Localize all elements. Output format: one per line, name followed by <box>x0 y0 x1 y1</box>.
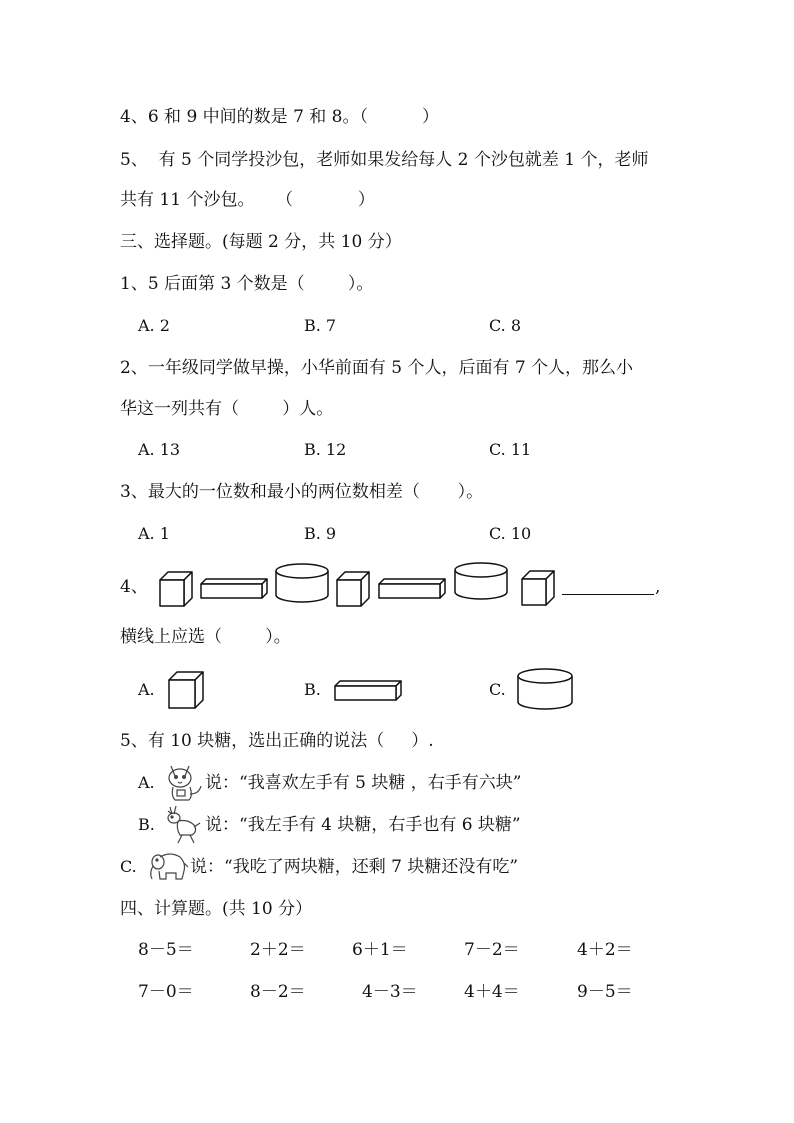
answer-blank-line <box>562 594 654 595</box>
choice-q4-number: 4、 <box>120 577 148 597</box>
elephant-icon <box>146 849 190 883</box>
deer-icon <box>160 805 204 845</box>
calc-row2-item: 7－0＝ <box>138 982 194 1002</box>
cube-shape <box>158 570 194 608</box>
choice-q5-option-c-letter: C. <box>120 857 137 876</box>
cylinder-shape <box>453 561 509 603</box>
cylinder-shape <box>274 562 330 604</box>
choice-q4-option-a: A. <box>138 680 155 699</box>
section-calc-heading: 四、计算题。(共 10 分） <box>120 899 313 919</box>
calc-row2-item: 4－3＝ <box>362 982 418 1002</box>
choice-q4-stem: 横线上应选（ ）。 <box>120 627 291 647</box>
judge-question-5-line1: 5、 有 5 个同学投沙包，老师如果发给每人 2 个沙包就差 1 个，老师 <box>120 150 649 170</box>
cuboid-shape <box>377 578 447 600</box>
calc-row2-item: 9－5＝ <box>577 982 633 1002</box>
choice-q5-option-a-text: 说：“我喜欢左手有 5 块糖 ，右手有六块” <box>205 773 522 793</box>
choice-q2-option-c: C. 11 <box>489 440 532 459</box>
cube-shape <box>335 570 371 608</box>
choice-q5-stem: 5、有 10 块糖，选出正确的说法（ ）. <box>120 731 434 751</box>
cube-shape <box>520 569 556 607</box>
choice-q5-option-b-letter: B. <box>138 815 155 834</box>
choice-q2-stem-line2: 华这一列共有（ ）人。 <box>120 399 334 419</box>
choice-q4-option-b: B. <box>304 680 321 699</box>
choice-q1-option-a: A. 2 <box>138 316 170 335</box>
calc-row2-item: 8－2＝ <box>250 982 306 1002</box>
calc-row1-item: 7－2＝ <box>464 940 520 960</box>
judge-question-5-line2: 共有 11 个沙包。 （ ） <box>120 190 375 210</box>
blank-comma: , <box>655 577 661 597</box>
choice-q1-stem: 1、5 后面第 3 个数是（ ）。 <box>120 274 374 294</box>
cube-shape <box>167 670 205 710</box>
judge-question-4: 4、6 和 9 中间的数是 7 和 8。（ ） <box>120 107 440 127</box>
choice-q3-option-a: A. 1 <box>138 524 170 543</box>
choice-q3-option-c: C. 10 <box>489 524 532 543</box>
cat-icon <box>163 760 205 802</box>
choice-q4-option-c: C. <box>489 680 506 699</box>
calc-row2-item: 4＋4＝ <box>464 982 520 1002</box>
choice-q2-option-a: A. 13 <box>138 440 181 459</box>
cylinder-shape <box>516 667 574 711</box>
choice-q1-option-b: B. 7 <box>304 316 337 335</box>
calc-row1-item: 2＋2＝ <box>250 940 306 960</box>
calc-row1-item: 8－5＝ <box>138 940 194 960</box>
choice-q5-option-a-letter: A. <box>138 773 155 792</box>
choice-q2-option-b: B. 12 <box>304 440 347 459</box>
choice-q5-option-b-text: 说：“我左手有 4 块糖，右手也有 6 块糖” <box>205 815 521 835</box>
choice-q3-stem: 3、最大的一位数和最小的两位数相差（ ）。 <box>120 482 484 502</box>
choice-q2-stem-line1: 2、一年级同学做早操，小华前面有 5 个人，后面有 7 个人，那么小 <box>120 358 634 378</box>
choice-q3-option-b: B. 9 <box>304 524 337 543</box>
calc-row1-item: 6＋1＝ <box>352 940 408 960</box>
calc-row1-item: 4＋2＝ <box>577 940 633 960</box>
cuboid-shape <box>199 578 269 600</box>
choice-q5-option-c-text: 说：“我吃了两块糖，还剩 7 块糖还没有吃” <box>190 857 519 877</box>
section-choice-heading: 三、选择题。(每题 2 分，共 10 分） <box>120 232 402 252</box>
choice-q1-option-c: C. 8 <box>489 316 522 335</box>
cuboid-shape <box>333 680 403 702</box>
